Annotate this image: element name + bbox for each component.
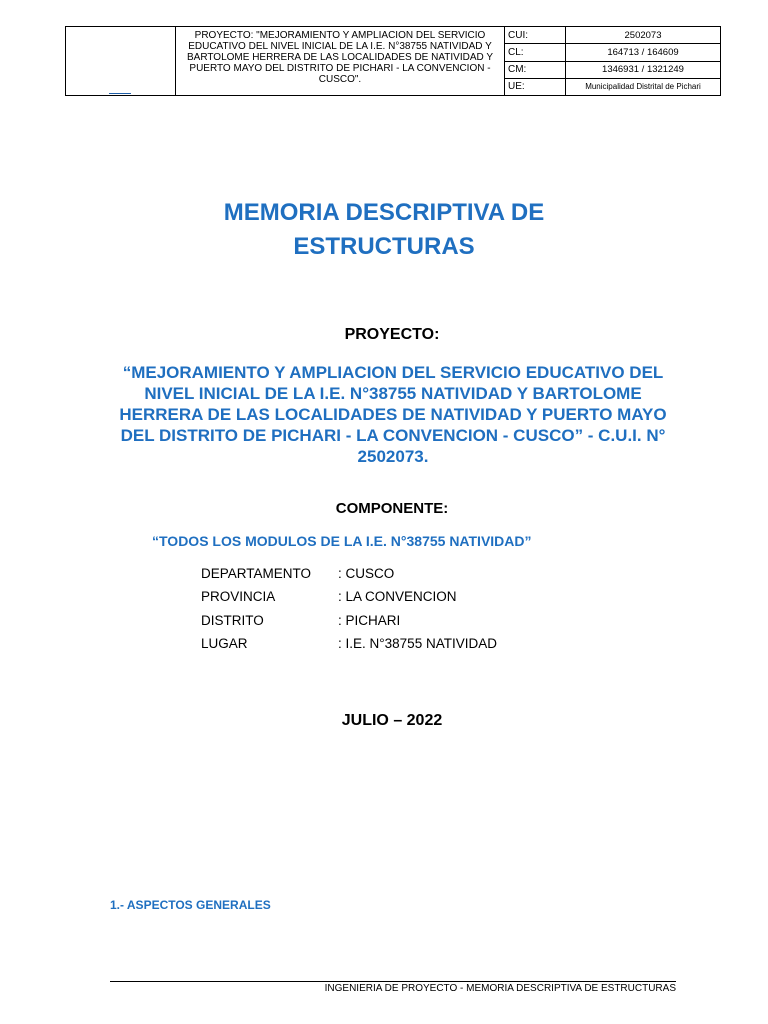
- location-key: LUGAR: [201, 635, 248, 651]
- location-row: [201, 566, 497, 589]
- location-value: : I.E. N°38755 NATIVIDAD: [338, 635, 497, 651]
- header-row-cui: [505, 27, 720, 44]
- header-info-grid: [505, 27, 720, 95]
- component-label: COMPONENTE:: [335, 500, 449, 517]
- location-row: [201, 613, 497, 636]
- project-label: PROYECTO:: [344, 326, 440, 343]
- header-project-text: PROYECTO: "MEJORAMIENTO Y AMPLIACION DEL SERVICIO EDUCATIVO DEL NIVEL INICIAL DE LA I.E. N°38755 NATIVIDAD Y BARTOLOME HERRERA DE LAS LOCALIDADES DE NATIVIDAD Y PUERTO MAYO DEL DISTRITO DE PICHARI - LA CONVENCION - CUSCO".: [176, 27, 505, 95]
- header-row-cl: [505, 44, 720, 61]
- logo-mark: [109, 93, 131, 94]
- component-description: “TODOS LOS MODULOS DE LA I.E. N°38755 NATIVIDAD”: [152, 533, 532, 549]
- location-key: PROVINCIA: [201, 589, 276, 605]
- location-value: : CUSCO: [338, 566, 395, 581]
- logo-cell: [66, 27, 176, 95]
- header-value: Municipalidad Distrital de Pichari: [585, 82, 701, 92]
- header-row-cm: [505, 62, 720, 79]
- location-value: : LA CONVENCION: [338, 589, 457, 605]
- location-row: [201, 589, 497, 612]
- location-row: [201, 636, 497, 659]
- title-line-1: MEMORIA DESCRIPTIVA DE: [223, 199, 545, 226]
- project-description: “MEJORAMIENTO Y AMPLIACION DEL SERVICIO EDUCATIVO DEL NIVEL INICIAL DE LA I.E. N°38755 NATIVIDAD Y BARTOLOME HERRERA DE LAS LOCALIDADES DE NATIVIDAD Y PUERTO MAYO DEL DISTRITO DE PICHARI - LA CONVENCION - CUSCO” - C.U.I. N° 2502073.: [119, 363, 667, 466]
- header-key: UE:: [505, 79, 566, 95]
- header-value: 2502073: [624, 29, 662, 41]
- header-key: CUI:: [505, 27, 566, 43]
- location-list: [201, 566, 497, 659]
- footer-divider: [110, 981, 676, 982]
- document-title: [0, 196, 768, 264]
- header-key: CL:: [505, 44, 566, 60]
- title-line-2: ESTRUCTURAS: [293, 233, 475, 260]
- header-table: [65, 26, 721, 96]
- document-date: JULIO – 2022: [341, 712, 443, 729]
- footer-text: INGENIERIA DE PROYECTO - MEMORIA DESCRIPTIVA DE ESTRUCTURAS: [324, 983, 676, 994]
- location-key: DEPARTAMENTO: [201, 566, 312, 581]
- header-value: 1346931 / 1321249: [602, 64, 684, 76]
- location-key: DISTRITO: [201, 612, 264, 628]
- header-row-ue: [505, 79, 720, 95]
- location-value: : PICHARI: [338, 612, 401, 628]
- section-heading: 1.- ASPECTOS GENERALES: [110, 898, 271, 912]
- header-key: CM:: [505, 62, 566, 78]
- header-value: 164713 / 164609: [607, 46, 679, 58]
